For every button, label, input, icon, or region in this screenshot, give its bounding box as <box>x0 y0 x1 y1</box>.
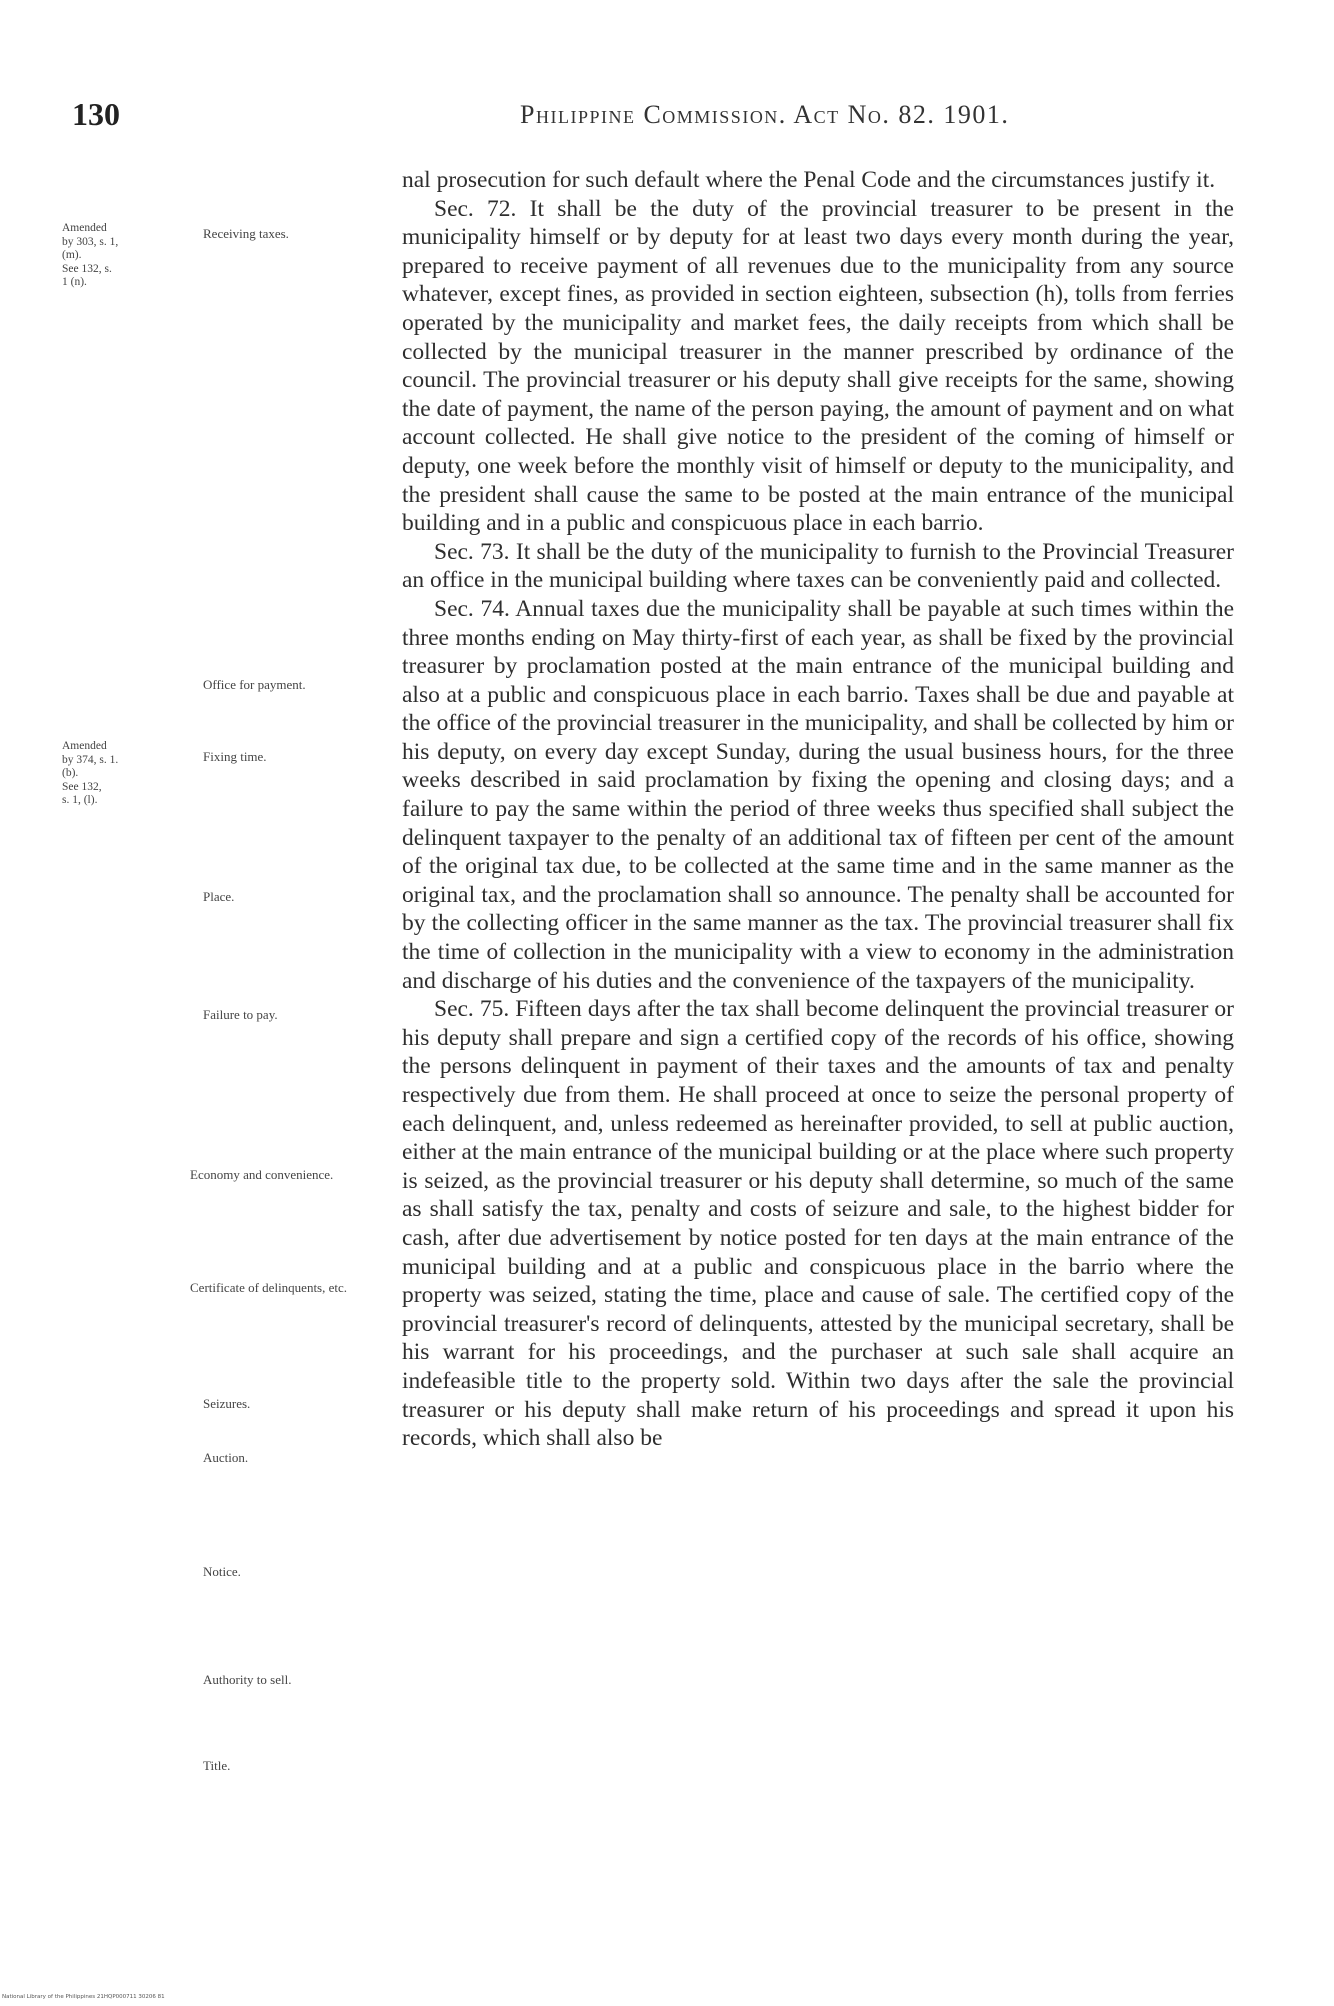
margin-note-certificate-delinquents: Certificate of delinquents, etc. <box>190 1280 348 1295</box>
paragraph-section-73: Sec. 73. It shall be the duty of the municipality to furnish to the Provincial Treasurer an office in the municipal building where taxes can be conveniently paid and collected. <box>402 538 1234 594</box>
margin-note-failure-to-pay: Failure to pay. <box>203 1007 278 1022</box>
paragraph-section-72: Sec. 72. It shall be the duty of the provincial treasurer to be present in the municipality himself or by deputy for at least two days every month during the year, prepared to receive payment of all revenues due to the municipality from any source whatever, except fines, as provided in section eighteen, subsection (h), tolls from ferries operated by the municipality and market fees, the daily receipts from which shall be collected by the municipal treasurer in the manner prescribed by ordinance of the council. The provincial treasurer or his deputy shall give receipts for the same, showing the date of payment, the name of the person paying, the amount of payment and on what account collected. He shall give notice to the president of the coming of himself or deputy, one week before the monthly visit of himself or deputy to the municipality, and the president shall cause the same to be posted at the main entrance of the municipal building and in a public and conspicuous place in each barrio. <box>402 195 1234 537</box>
margin-note-title: Title. <box>203 1758 231 1773</box>
margin-note-place: Place. <box>203 889 235 904</box>
paragraph-section-74: Sec. 74. Annual taxes due the municipality shall be payable at such times within the three months ending on May thirty-first of each year, as shall be fixed by the provincial treasurer by proclamation posted at the main entrance of the municipal building and also at a public and conspicuous place in each barrio. Taxes shall be due and payable at the office of the provincial treasurer in the municipality, and shall be collected by him or his deputy, on every day except Sunday, during the usual business hours, for the three weeks described in said proclamation by fixing the opening and closing days; and a failure to pay the same within the period of three weeks thus specified shall subject the delinquent taxpayer to the penalty of an additional tax of fifteen per cent of the amount of the original tax due, to be collected at the same time and in the same manner as the original tax, and the proclamation shall so announce. The penalty shall be accounted for by the collecting officer in the same manner as the tax. The provincial treasurer shall fix the time of collection in the municipality with a view to economy in the administration and discharge of his duties and the convenience of the taxpayers of the municipality. <box>402 595 1235 994</box>
margin-note-receiving-taxes: Receiving taxes. <box>203 226 289 241</box>
paragraph-continuation: nal prosecution for such default where the Penal Code and the circumstances justify it. <box>402 167 1216 193</box>
margin-note-auction: Auction. <box>203 1450 249 1465</box>
library-credit: National Library of the Philippines 21HQP000711 30206 81 <box>2 1994 165 2000</box>
margin-note-office-for-payment: Office for payment. <box>203 677 306 692</box>
margin-reference-amended-sec74: Amended by 374, s. 1. (b). See 132, s. 1, (l). <box>62 740 119 806</box>
running-head: Philippine Commission. Act No. 82. 1901. <box>520 100 1010 129</box>
margin-note-notice: Notice. <box>203 1564 241 1579</box>
paragraph-section-75: Sec. 75. Fifteen days after the tax shall become delinquent the provincial treasurer or his deputy shall prepare and sign a certified copy of the records of his office, showing the persons delinquent in payment of their taxes and the amounts of tax and penalty respectively due from them. He shall proceed at once to seize the personal property of each delinquent, and, unless redeemed as hereinafter provided, to sell at public auction, either at the main entrance of the municipal building or at the place where such property is seized, as the provincial treasurer or his deputy shall determine, so much of the same as shall satisfy the tax, penalty and costs of seizure and sale, to the highest bidder for cash, after due advertisement by notice posted for ten days at the main entrance of the municipal building and at a public and conspicuous place in the barrio where the property was seized, stating the time, place and cause of sale. The certified copy of the provincial treasurer's record of delinquents, attested by the municipal secretary, shall be his warrant for his proceedings, and the purchaser at such sale shall acquire an indefeasible title to the property sold. Within two days after the sale the provincial treasurer or his deputy shall make return of his proceedings and spread it upon his records, which shall also be <box>402 996 1234 1452</box>
body-text <box>402 166 1234 1453</box>
page-number: 130 <box>72 96 120 132</box>
margin-note-fixing-time: Fixing time. <box>203 749 267 764</box>
margin-reference-amended-sec72: Amended by 303, s. 1, (m). See 132, s. 1 (n). <box>62 222 119 288</box>
margin-note-seizures: Seizures. <box>203 1396 251 1411</box>
margin-note-economy-convenience: Economy and convenience. <box>190 1167 334 1182</box>
margin-note-authority-to-sell: Authority to sell. <box>203 1672 292 1687</box>
